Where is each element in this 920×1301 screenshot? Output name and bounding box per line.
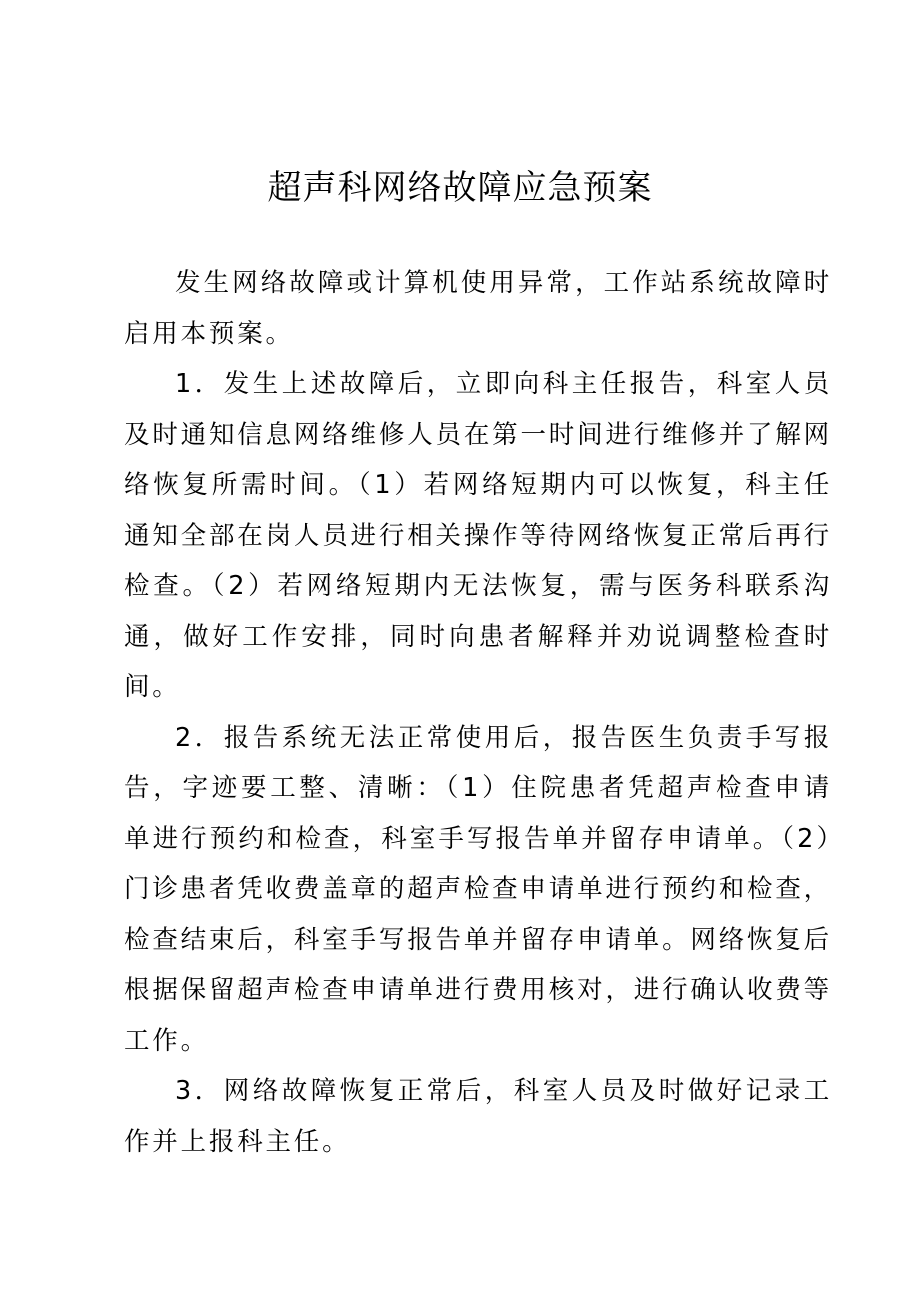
paragraph-3: 3．网络故障恢复正常后，科室人员及时做好记录工作并上报科主任。 [124,1076,832,1157]
document-title: 超声科网络故障应急预案 [267,168,653,208]
document-body [124,258,832,1167]
paragraph-1: 1．发生上述故障后，立即向科主任报告，科室人员及时通知信息网络维修人员在第一时间进行维修并了解网络恢复所需时间。（1）若网络短期内可以恢复，科主任通知全部在岗人员进行相关操作等待网络恢复正常后再行检查。（2）若网络短期内无法恢复，需与医务科联系沟通，做好工作安排，同时向患者解释并劝说调整检查时间。 [124,369,832,702]
paragraph-intro: 发生网络故障或计算机使用异常，工作站系统故障时启用本预案。 [124,268,832,349]
paragraph-2: 2．报告系统无法正常使用后，报告医生负责手写报告，字迹要工整、清晰：（1）住院患者凭超声检查申请单进行预约和检查，科室手写报告单并留存申请单。（2）门诊患者凭收费盖章的超声检查申请单进行预约和检查，检查结束后，科室手写报告单并留存申请单。网络恢复后根据保留超声检查申请单进行费用核对，进行确认收费等工作。 [124,722,832,1056]
